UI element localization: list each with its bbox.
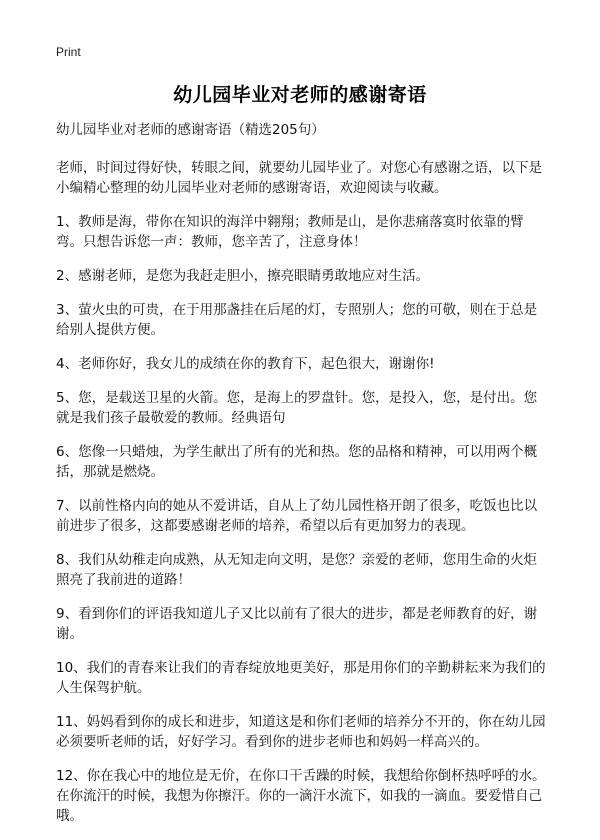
list-item: 5、您，是载送卫星的火箭。您，是海上的罗盘针。您，是投入，您，是付出。您就是我们孩子最敬爱的教师。经典语句	[56, 390, 538, 426]
list-item: 3、萤火虫的可贵，在于用那盏挂在后尾的灯，专照别人；您的可敬，则在于总是给别人提供方便。	[56, 302, 538, 338]
article-intro: 老师，时间过得好快，转眼之间，就要幼儿园毕业了。对您心有感谢之语，以下是小编精心整理的幼儿园毕业对老师的感谢寄语，欢迎阅读与收藏。	[56, 160, 542, 196]
article-subtitle: 幼儿园毕业对老师的感谢寄语（精选205句）	[56, 122, 325, 138]
print-link[interactable]: Print	[56, 45, 81, 59]
list-item: 11、妈妈看到你的成长和进步，知道这是和你们老师的培养分不开的，你在幼儿园必须要听老师的话，好好学习。看到你的进步老师也和妈妈一样高兴的。	[56, 714, 546, 750]
list-item: 10、我们的青春来让我们的青春绽放地更美好，那是用你们的辛勤耕耘来为我们的人生保驾护航。	[56, 660, 546, 696]
list-item: 2、感谢老师，是您为我赶走胆小，擦亮眼睛勇敢地应对生活。	[56, 268, 430, 284]
list-item: 1、教师是海，带你在知识的海洋中翱翔；教师是山，是你悲痛落寞时依靠的臂弯。只想告诉您一声：教师，您辛苦了，注意身体！	[56, 214, 524, 250]
list-item: 7、以前性格内向的她从不爱讲话，自从上了幼儿园性格开朗了很多，吃饭也比以前进步了很多，这都要感谢老师的培养，希望以后有更加努力的表现。	[56, 498, 538, 534]
list-item: 12、你在我心中的地位是无价，在你口干舌躁的时候，我想给你倒杯热呼呼的水。在你流汗的时候，我想为你擦汗。你的一滴汗水流下，如我的一滴血。要爱惜自己哦。	[56, 768, 546, 824]
list-item: 8、我们从幼稚走向成熟，从无知走向文明，是您？亲爱的老师，您用生命的火炬照亮了我前进的道路！	[56, 552, 538, 588]
page-title: 幼儿园毕业对老师的感谢寄语	[173, 84, 427, 106]
list-item: 4、老师你好，我女儿的成绩在你的教育下，起色很大，谢谢你!	[56, 356, 435, 372]
list-item: 6、您像一只蜡烛，为学生献出了所有的光和热。您的品格和精神，可以用两个概括，那就是燃烧。	[56, 444, 538, 480]
article-body	[56, 120, 550, 840]
list-item: 9、看到你们的评语我知道儿子又比以前有了很大的进步，都是老师教育的好，谢谢。	[56, 606, 538, 642]
